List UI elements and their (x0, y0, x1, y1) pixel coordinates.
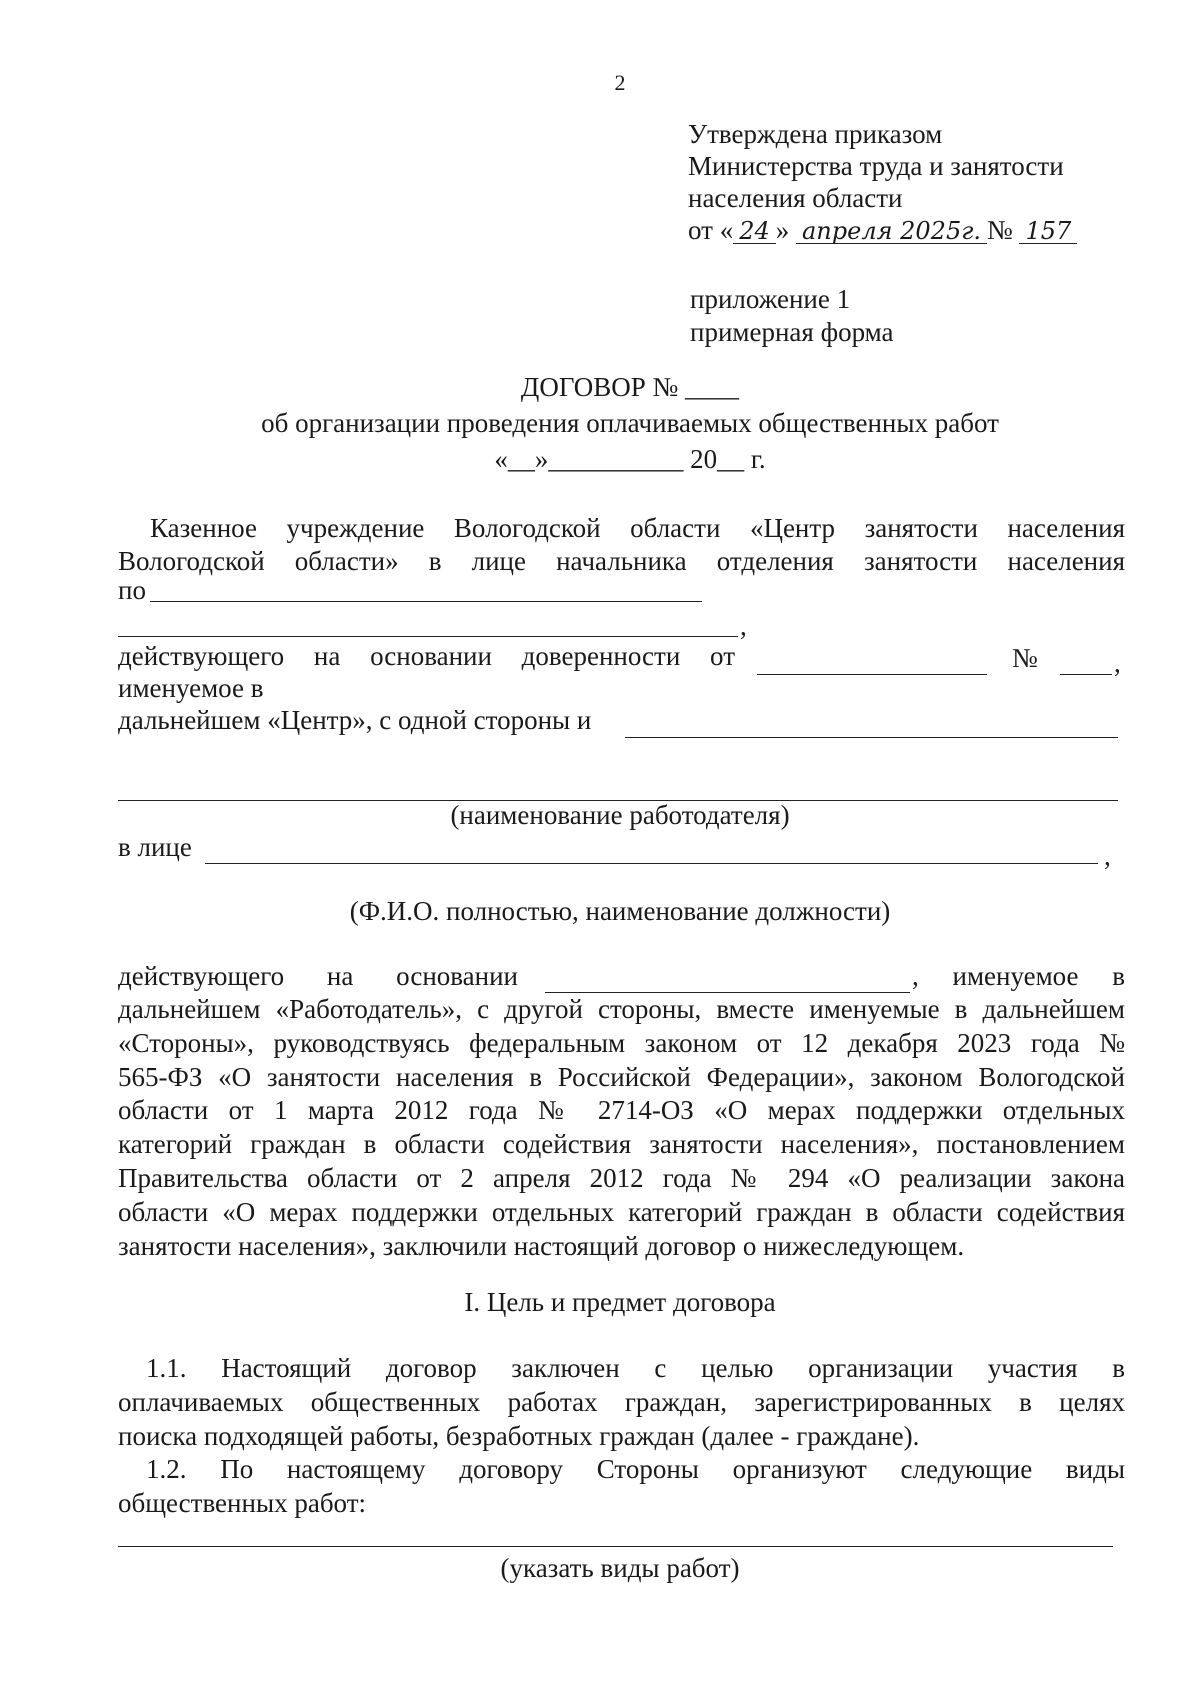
main-line-6: категорий граждан в области содействия занятости населения», постановлением (118, 1129, 1125, 1160)
representative-blank-line (205, 863, 1098, 864)
main-paragraph (118, 993, 1125, 1263)
clause-1-1-line-1: 1.1. Настоящий договор заключен с целью организации участия в (146, 1353, 1125, 1383)
work-types-blank-line (118, 1546, 1113, 1547)
preamble-line-1: Казенное учреждение Вологодской области «Центр занятости населения (150, 513, 1125, 543)
appendix-line-1: приложение 1 (690, 284, 851, 314)
page-number: 2 (614, 70, 626, 95)
contract-title: ДОГОВОР № ____ (520, 372, 740, 402)
main-line-7: Правительства области от 2 апреля 2012 года № 294 «О реализации закона (118, 1162, 1125, 1193)
main-line-4: 565-ФЗ «О занятости населения в Российской Федерации», законом Вологодской (118, 1061, 1125, 1092)
handwritten-day: 24 (733, 219, 776, 244)
handwritten-month-year: апреля 2025г. (796, 219, 987, 244)
date-mid: » (775, 215, 790, 245)
date-prefix: от « (688, 215, 734, 245)
approval-line-2: Министерства труда и занятости (688, 151, 1064, 181)
comma-1: , (740, 611, 747, 641)
fio-caption: (Ф.И.О. полностью, наименование должности) (349, 896, 891, 926)
appendix-line-2: примерная форма (690, 317, 894, 347)
order-number-label: № (986, 215, 1013, 245)
handwritten-order-number: 157 (1019, 219, 1077, 244)
center-party-text: дальнейшем «Центр», с одной стороны и (118, 705, 592, 735)
main-line-2: дальнейшем «Работодатель», с другой стороны, вместе именуемые в дальнейшем (118, 994, 1125, 1024)
head-name-blank-line (118, 636, 738, 637)
main-line-3: «Стороны», руководствуясь федеральным законом от 12 декабря 2023 года № (118, 1027, 1125, 1058)
main-line-1-a: действующего на основании (118, 961, 518, 991)
contract-date-line: «__»__________ 20__ г. (494, 444, 766, 474)
power-of-attorney-text: действующего на основании доверенности от (118, 641, 735, 671)
attorney-number-blank-line (1060, 674, 1112, 675)
approval-line-1: Утверждена приказом (688, 119, 943, 149)
named-as-text: именуемое в (118, 673, 264, 703)
appendix-block (690, 283, 894, 349)
clause-1-2-line-1: 1.2. По настоящему договору Стороны организуют следующие виды (146, 1454, 1125, 1485)
main-line-8: области «О мерах поддержки отдельных категорий граждан в области содействия (118, 1196, 1125, 1227)
comma-2: , (1104, 841, 1111, 871)
department-blank-line (150, 601, 702, 602)
employer-caption: (наименование работодателя) (450, 800, 790, 830)
clause-1-2-line-2: общественных работ: (118, 1488, 366, 1519)
attorney-date-blank-line (757, 674, 987, 675)
main-line-5: области от 1 марта 2012 года № 2714-ОЗ «О мерах поддержки отдельных (118, 1095, 1125, 1126)
clause-1-1 (118, 1352, 1125, 1521)
preamble-line-3: по (118, 575, 146, 605)
main-line-1-b: , именуемое в (912, 961, 1125, 991)
work-types-caption: (указать виды работ) (500, 1553, 740, 1583)
attorney-number-label: № (1012, 643, 1038, 673)
comma-attorney: , (1114, 648, 1121, 678)
clause-1-1-line-2: оплачиваемых общественных работах граждан, зарегистрированных в целях (118, 1386, 1125, 1417)
approval-date-line (688, 214, 1077, 246)
approval-line-3: населения области (688, 183, 903, 213)
approval-block (688, 118, 1077, 246)
clause-1-1-line-3: поиска подходящей работы, безработных граждан (далее - граждане). (118, 1420, 920, 1451)
contract-subtitle: об организации проведения оплачиваемых общественных работ (261, 408, 999, 438)
employer-blank-line-1 (625, 737, 1118, 738)
section-1-heading: I. Цель и предмет договора (464, 1287, 776, 1317)
main-line-9: занятости населения», заключили настоящий договор о нижеследующем. (118, 1230, 965, 1261)
in-person-text: в лице (118, 832, 192, 862)
preamble-line-2: Вологодской области» в лице начальника отделения занятости населения (118, 546, 1125, 576)
